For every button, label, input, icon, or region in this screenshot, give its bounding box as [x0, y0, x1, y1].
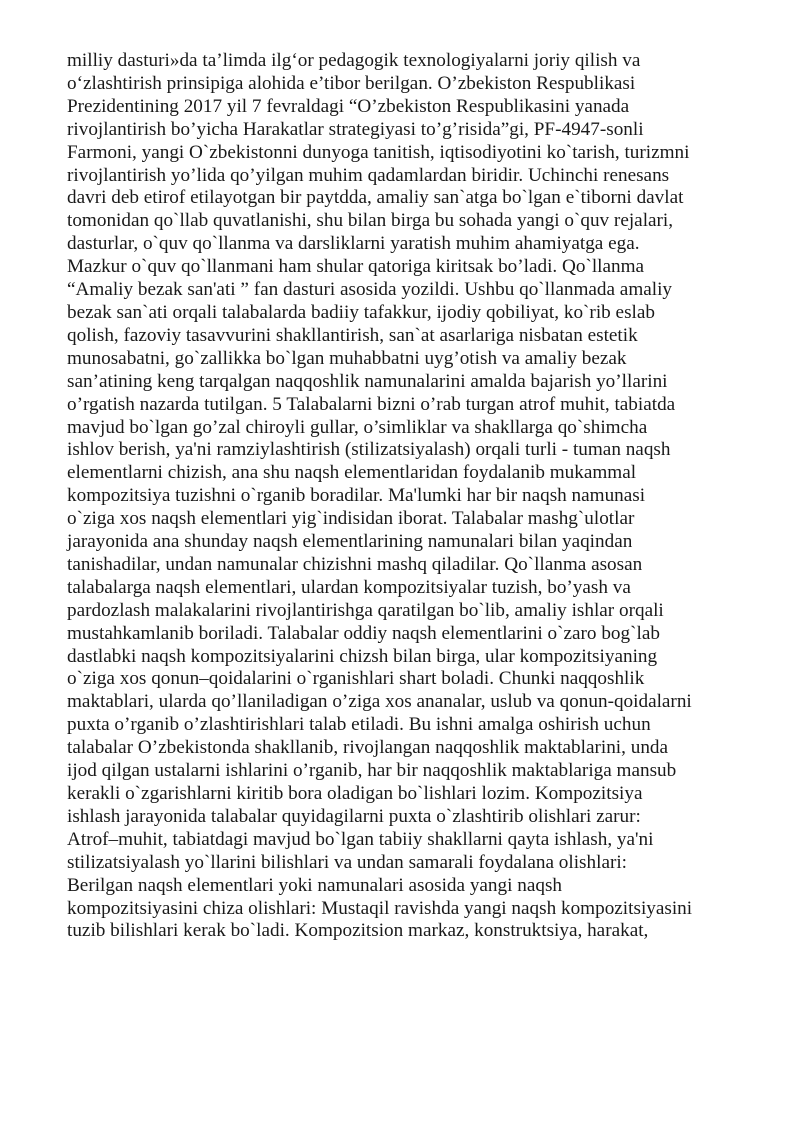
text-line: Farmoni, yangi O`zbekistonni dunyoga tanitish, iqtisodiyotini ko`tarish, turizmni: [67, 141, 690, 163]
text-line: tuzib bilishlari kerak bo`ladi. Kompozitsion markaz, konstruktsiya, harakat,: [67, 920, 649, 942]
text-line: rivojlantirish yo’lida qo’yilgan muhim qadamlardan biridir. Uchinchi renesans: [67, 164, 670, 186]
text-line: maktablari, ularda qo’llaniladigan o’ziga xos ananalar, uslub va qonun-qoidalarni: [67, 691, 692, 713]
text-line: kompozitsiyasini chiza olishlari: Mustaqil ravishda yangi naqsh kompozitsiyasini: [67, 897, 693, 919]
text-line: tomonidan qo`llab quvatlanishi, shu bilan birga bu sohada yangi o`quv rejalari,: [67, 210, 674, 232]
text-line: pardozlash malakalarini rivojlantirishga qaratilgan bo`lib, amaliy ishlar orqali: [67, 599, 664, 621]
text-line: ishlov berish, ya'ni ramziylashtirish (stilizatsiyalash) orqali turli - tuman naqsh: [67, 439, 671, 461]
text-line: ijod qilgan ustalarni ishlarini o’rganib, har bir naqqoshlik maktablariga mansub: [67, 760, 677, 782]
text-line: o`ziga xos qonun–qoidalarini o`rganishlari shart boladi. Chunki naqqoshlik: [67, 668, 645, 690]
body-text: [67, 50, 767, 943]
text-line: kerakli o`zgarishlarni kiritib bora oladigan bo`lishlari lozim. Kompozitsiya: [67, 783, 643, 804]
text-line: o`ziga xos naqsh elementlari yig`indisidan iborat. Talabalar mashg`ulotlar: [67, 508, 635, 530]
text-line: qolish, fazoviy tasavvurini shakllantirish, san`at asarlariga nisbatan estetik: [67, 324, 638, 346]
text-line: dastlabki naqsh kompozitsiyalarini chizsh bilan birga, ular kompozitsiyaning: [67, 645, 658, 667]
text-line: stilizatsiyalash yo`llarini bilishlari va undan samarali foydalana olishlari:: [67, 851, 628, 873]
text-line: Atrof–muhit, tabiatdagi mavjud bo`lgan tabiiy shakllarni qayta ishlash, ya'ni: [67, 828, 654, 850]
text-line: dasturlar, o`quv qo`llanma va darsliklarni yaratish muhim ahamiyatga ega.: [67, 233, 640, 255]
text-line: “Amaliy bezak san'ati ” fan dasturi asosida yozildi. Ushbu qo`llanmada amaliy: [67, 279, 673, 301]
text-line: rivojlantirish bo’yicha Harakatlar strategiyasi to’g’risida”gi, PF-4947-sonli: [67, 118, 644, 140]
text-line: mustahkamlanib boriladi. Talabalar oddiy naqsh elementlarini o`zaro bog`lab: [67, 622, 660, 644]
text-line: Berilgan naqsh elementlari yoki namunalari asosida yangi naqsh: [67, 874, 563, 896]
text-line: san’atining keng tarqalgan naqqoshlik namunalarini amalda bajarish yo’llarini: [67, 370, 668, 392]
text-line: Prezidentining 2017 yil 7 fevraldagi “O’zbekiston Respublikasini yanada: [67, 95, 630, 117]
text-line: Mazkur o`quv qo`llanmani ham shular qatoriga kiritsak bo’ladi. Qo`llanma: [67, 256, 645, 278]
text-line: ishlash jarayonida talabalar quyidagilarni puxta o`zlashtirib olishlari zarur:: [67, 805, 641, 827]
text-line: o’rgatish nazarda tutilgan. 5 Talabalarni bizni o’rab turgan atrof muhit, tabiatda: [67, 393, 676, 415]
text-line: tanishadilar, undan namunalar chizishni mashq qiladilar. Qo`llanma asosan: [67, 553, 643, 575]
text-line: davri deb etirof etilayotgan bir paytdda, amaliy san`atga bo`lgan e`tiborni davlat: [67, 187, 684, 209]
text-line: mavjud bo`lgan go’zal chiroyli gullar, o’simliklar va shakllarga qo`shimcha: [67, 416, 648, 438]
text-line: milliy dasturi»da ta’limda ilg‘or pedagogik texnologiyalarni joriy qilish va: [67, 50, 641, 71]
text-line: jarayonida ana shunday naqsh elementlarining namunalari bilan yaqindan: [67, 531, 633, 553]
text-line: bezak san`ati orqali talabalarda badiiy tafakkur, ijodiy qobiliyat, ko`rib eslab: [67, 301, 655, 323]
text-line: puxta o’rganib o’zlashtirishlari talab etiladi. Bu ishni amalga oshirish uchun: [67, 714, 651, 736]
text-line: talabalarga naqsh elementlari, ulardan kompozitsiyalar tuzish, bo’yash va: [67, 576, 631, 598]
text-line: elementlarni chizish, ana shu naqsh elementlaridan foydalanib mukammal: [67, 462, 637, 484]
text-line: o‘zlashtirish prinsipiga alohida e’tibor berilgan. O’zbekiston Respublikasi: [67, 72, 636, 94]
text-line: munosabatni, go`zallikka bo`lgan muhabbatni uyg’otish va amaliy bezak: [67, 347, 627, 369]
text-line: talabalar O’zbekistonda shakllanib, rivojlangan naqqoshlik maktablarini, unda: [67, 737, 669, 759]
text-line: kompozitsiya tuzishni o`rganib boradilar. Ma'lumki har bir naqsh namunasi: [67, 485, 646, 507]
